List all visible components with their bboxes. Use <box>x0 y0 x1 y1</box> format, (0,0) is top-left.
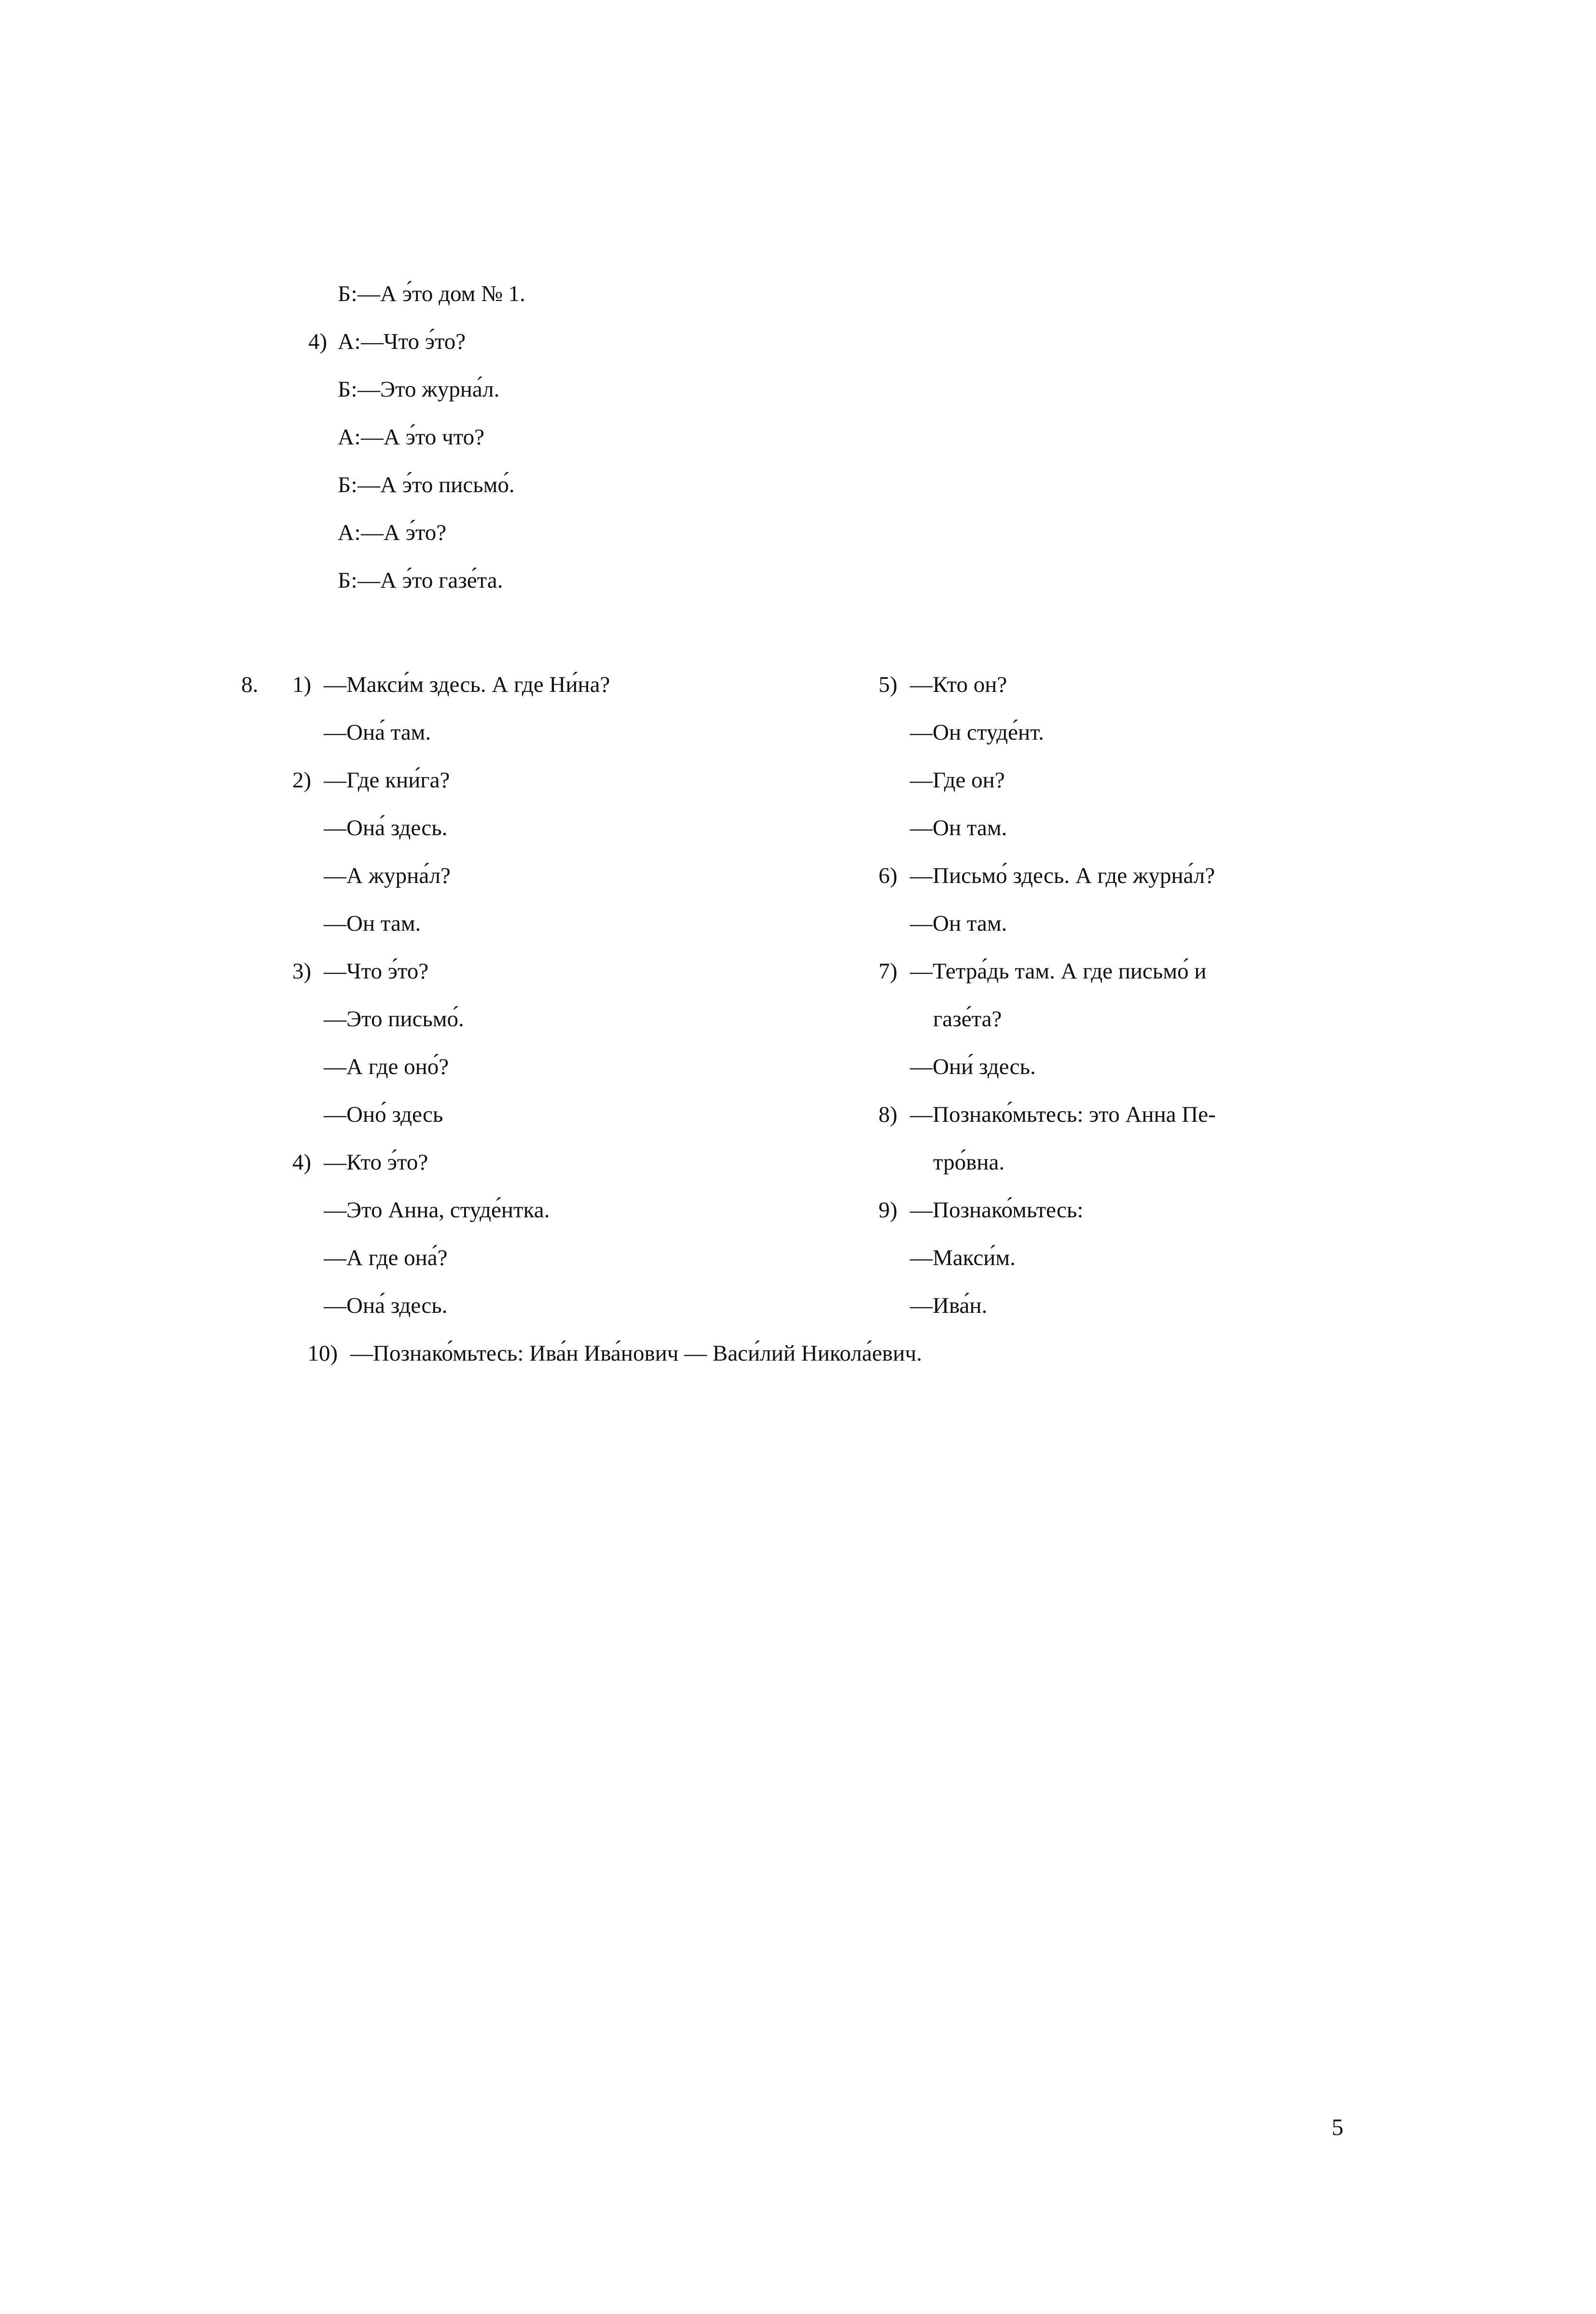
list-item <box>241 995 827 1043</box>
dialogue-text: —А э́то что? <box>361 425 484 450</box>
dialogue-text: —А э́то газе́та. <box>358 568 503 593</box>
list-item <box>241 804 827 852</box>
item-number: 9) <box>878 1198 897 1223</box>
item-text: —А где она́? <box>324 1245 448 1270</box>
item-text: —Он там. <box>910 815 1007 840</box>
item-text: —Он там. <box>324 911 421 936</box>
page-number: 5 <box>1332 2114 1344 2140</box>
item-number: 10) <box>307 1341 338 1366</box>
item-text: —А журна́л? <box>324 863 451 888</box>
item-text: тро́вна. <box>933 1150 1005 1175</box>
dialogue-text: —А э́то дом № 1. <box>358 281 525 306</box>
right-column <box>827 661 1409 1330</box>
dialogue-line <box>270 318 1235 366</box>
list-item <box>827 1186 1409 1234</box>
item-text: —Он там. <box>910 911 1007 936</box>
item-text: —Кто он? <box>910 672 1007 697</box>
item-text: —Макси́м. <box>910 1245 1016 1270</box>
item-text: —Это письмо́. <box>324 1006 464 1032</box>
item-number: 4) <box>292 1150 311 1175</box>
item-number: 5) <box>878 672 897 697</box>
dialogue-text: —Что э́то? <box>361 329 466 354</box>
left-column <box>241 661 827 1330</box>
item-text: —Кто э́то? <box>324 1150 428 1175</box>
item-text: —Познако́мьтесь: <box>910 1198 1084 1223</box>
item-text: —Познако́мьтесь: Ива́н Ива́нович — Васи́лий Никола́евич. <box>350 1341 922 1366</box>
item-text: —Он студе́нт. <box>910 720 1044 745</box>
item-text: —Она́ там. <box>324 720 431 745</box>
item-text: —Она́ здесь. <box>324 1293 448 1318</box>
dialogue-speaker: Б: <box>338 377 358 402</box>
dialogue-line <box>270 461 1235 509</box>
list-item <box>827 661 1409 709</box>
top-dialogue-block <box>270 270 1235 605</box>
list-item <box>827 757 1409 804</box>
item-text: —Она́ здесь. <box>324 815 448 840</box>
dialogue-text: —Это журна́л. <box>358 377 500 402</box>
dialogue-speaker: А: <box>338 329 361 354</box>
item-text: —Письмо́ здесь. А где журна́л? <box>910 863 1215 888</box>
list-item <box>241 948 827 995</box>
list-item <box>241 661 827 709</box>
list-item <box>241 1186 827 1234</box>
list-item <box>241 709 827 757</box>
item-number: 3) <box>292 959 311 984</box>
list-item <box>241 900 827 948</box>
list-item <box>241 1282 827 1330</box>
item-text: —Это Анна, студе́нтка. <box>324 1198 550 1223</box>
list-item <box>827 948 1409 995</box>
dialogue-line-number: 4) <box>308 329 327 354</box>
item-text: —Тетра́дь там. А где письмо́ и <box>910 959 1207 984</box>
list-item <box>827 804 1409 852</box>
item-text: —Что э́то? <box>324 959 429 984</box>
item-text: —Где кни́га? <box>324 768 450 793</box>
dialogue-speaker: Б: <box>338 568 358 593</box>
two-column-layout <box>241 661 1409 1330</box>
list-item <box>241 1043 827 1091</box>
exercise-number: 8. <box>241 672 259 697</box>
item-number: 1) <box>292 672 311 697</box>
dialogue-text: —А э́то? <box>361 520 447 545</box>
dialogue-line <box>270 557 1235 605</box>
list-item <box>827 1043 1409 1091</box>
list-item <box>827 852 1409 900</box>
item-text: —Ива́н. <box>910 1293 988 1318</box>
item-text: —Они́ здесь. <box>910 1054 1036 1079</box>
list-item <box>827 900 1409 948</box>
dialogue-line <box>270 413 1235 461</box>
item-text: —Макси́м здесь. А где Ни́на? <box>324 672 610 697</box>
list-item <box>827 1234 1409 1282</box>
list-item <box>827 709 1409 757</box>
exercise-8-block <box>241 661 1409 1377</box>
dialogue-line <box>270 270 1235 318</box>
dialogue-speaker: Б: <box>338 472 358 497</box>
list-item <box>241 1091 827 1139</box>
list-item <box>241 852 827 900</box>
dialogue-speaker: А: <box>338 520 361 545</box>
item-text: —Где он? <box>910 768 1005 793</box>
item-number: 7) <box>878 959 897 984</box>
list-item-final <box>241 1330 1409 1377</box>
item-number: 2) <box>292 768 311 793</box>
dialogue-line <box>270 509 1235 557</box>
list-item <box>241 1234 827 1282</box>
list-item <box>241 1139 827 1186</box>
item-text: газе́та? <box>933 1006 1002 1032</box>
list-item <box>241 757 827 804</box>
list-item <box>827 995 1409 1043</box>
dialogue-speaker: Б: <box>338 281 358 306</box>
item-text: —Познако́мьтесь: это Анна Пе- <box>910 1102 1216 1127</box>
item-number: 6) <box>878 863 897 888</box>
list-item <box>827 1091 1409 1139</box>
list-item <box>827 1282 1409 1330</box>
item-number: 8) <box>878 1102 897 1127</box>
dialogue-line <box>270 366 1235 413</box>
dialogue-speaker: А: <box>338 425 361 450</box>
list-item <box>827 1139 1409 1186</box>
dialogue-text: —А э́то письмо́. <box>358 472 515 497</box>
item-text: —Оно́ здесь <box>324 1102 443 1127</box>
item-text: —А где оно́? <box>324 1054 449 1079</box>
